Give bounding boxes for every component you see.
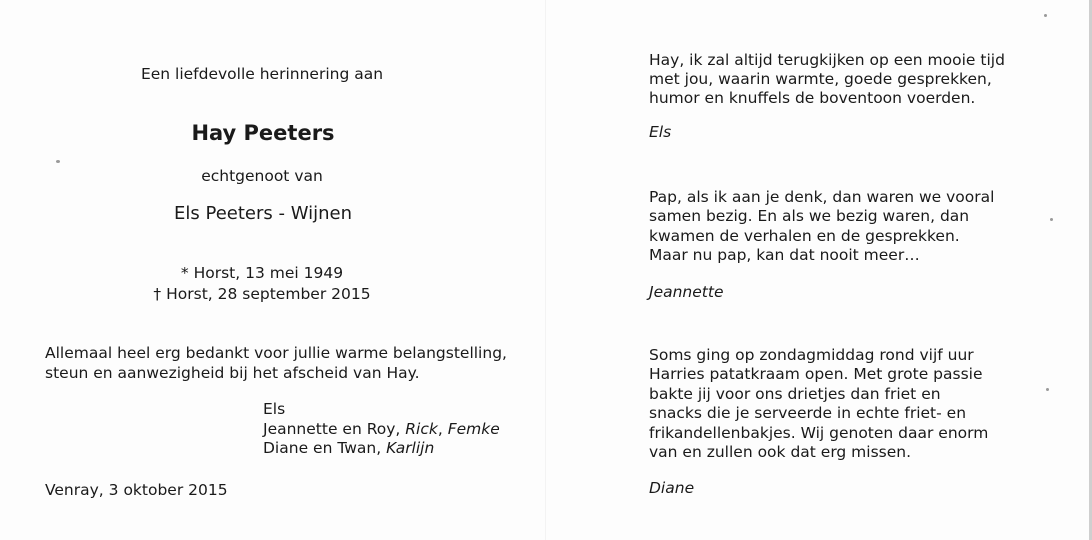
paper-speck <box>1044 14 1047 17</box>
relation-text: echtgenoot van <box>201 167 323 185</box>
signature-jeannette: Jeannette <box>649 283 724 301</box>
message-jeannette-line-1: Pap, als ik aan je denk, dan waren we vooral <box>649 188 995 206</box>
message-els-line-2: met jou, waarin warmte, goede gesprekken, <box>649 70 992 88</box>
place-date: Venray, 3 oktober 2015 <box>45 481 228 499</box>
message-els-line-1: Hay, ik zal altijd terugkijken op een mooie tijd <box>649 51 1005 69</box>
grandchild-karlijn: Karlijn <box>386 439 435 457</box>
card-fold <box>545 0 546 540</box>
thanks-line-1: Allemaal heel erg bedankt voor jullie warme belangstelling, <box>45 344 507 362</box>
message-jeannette-line-2: samen bezig. En als we bezig waren, dan <box>649 207 970 225</box>
thanks-line-2: steun en aanwezigheid bij het afscheid van Hay. <box>45 364 420 382</box>
paper-speck <box>56 160 60 163</box>
family-line-1: Els <box>263 400 286 418</box>
signature-diane: Diane <box>649 479 695 497</box>
message-els-line-3: humor en knuffels de boventoon voerden. <box>649 89 976 107</box>
deceased-name: Hay Peeters <box>191 121 335 145</box>
message-diane-line-1: Soms ging op zondagmiddag rond vijf uur <box>649 346 974 364</box>
family-line-2 <box>263 419 500 439</box>
family-line-2-separator: , <box>437 420 448 438</box>
message-diane-line-5: frikandellenbakjes. Wij genoten daar enorm <box>649 424 989 442</box>
paper-speck <box>1050 218 1053 221</box>
death-line: † Horst, 28 september 2015 <box>153 285 371 303</box>
message-diane-line-6: van en zullen ook dat erg missen. <box>649 443 912 461</box>
message-diane-line-2: Harries patatkraam open. Met grote passie <box>649 365 983 383</box>
message-diane-line-3: bakte jij voor ons drietjes dan friet en <box>649 385 941 403</box>
grandchild-femke: Femke <box>447 420 500 438</box>
grandchild-rick: Rick <box>405 420 438 438</box>
birth-line: * Horst, 13 mei 1949 <box>180 264 344 282</box>
family-line-3 <box>263 438 434 458</box>
message-jeannette-line-3: kwamen de verhalen en de gesprekken. <box>649 227 960 245</box>
paper-speck <box>1046 388 1049 391</box>
family-line-3-names: Diane en Twan, <box>263 439 387 457</box>
spouse-name: Els Peeters - Wijnen <box>174 203 352 224</box>
family-line-2-names: Jeannette en Roy, <box>263 420 406 438</box>
message-jeannette-line-4: Maar nu pap, kan dat nooit meer… <box>649 246 920 264</box>
signature-els: Els <box>649 123 672 141</box>
message-diane-line-4: snacks die je serveerde in echte friet- en <box>649 404 967 422</box>
intro-text: Een liefdevolle herinnering aan <box>140 65 384 83</box>
